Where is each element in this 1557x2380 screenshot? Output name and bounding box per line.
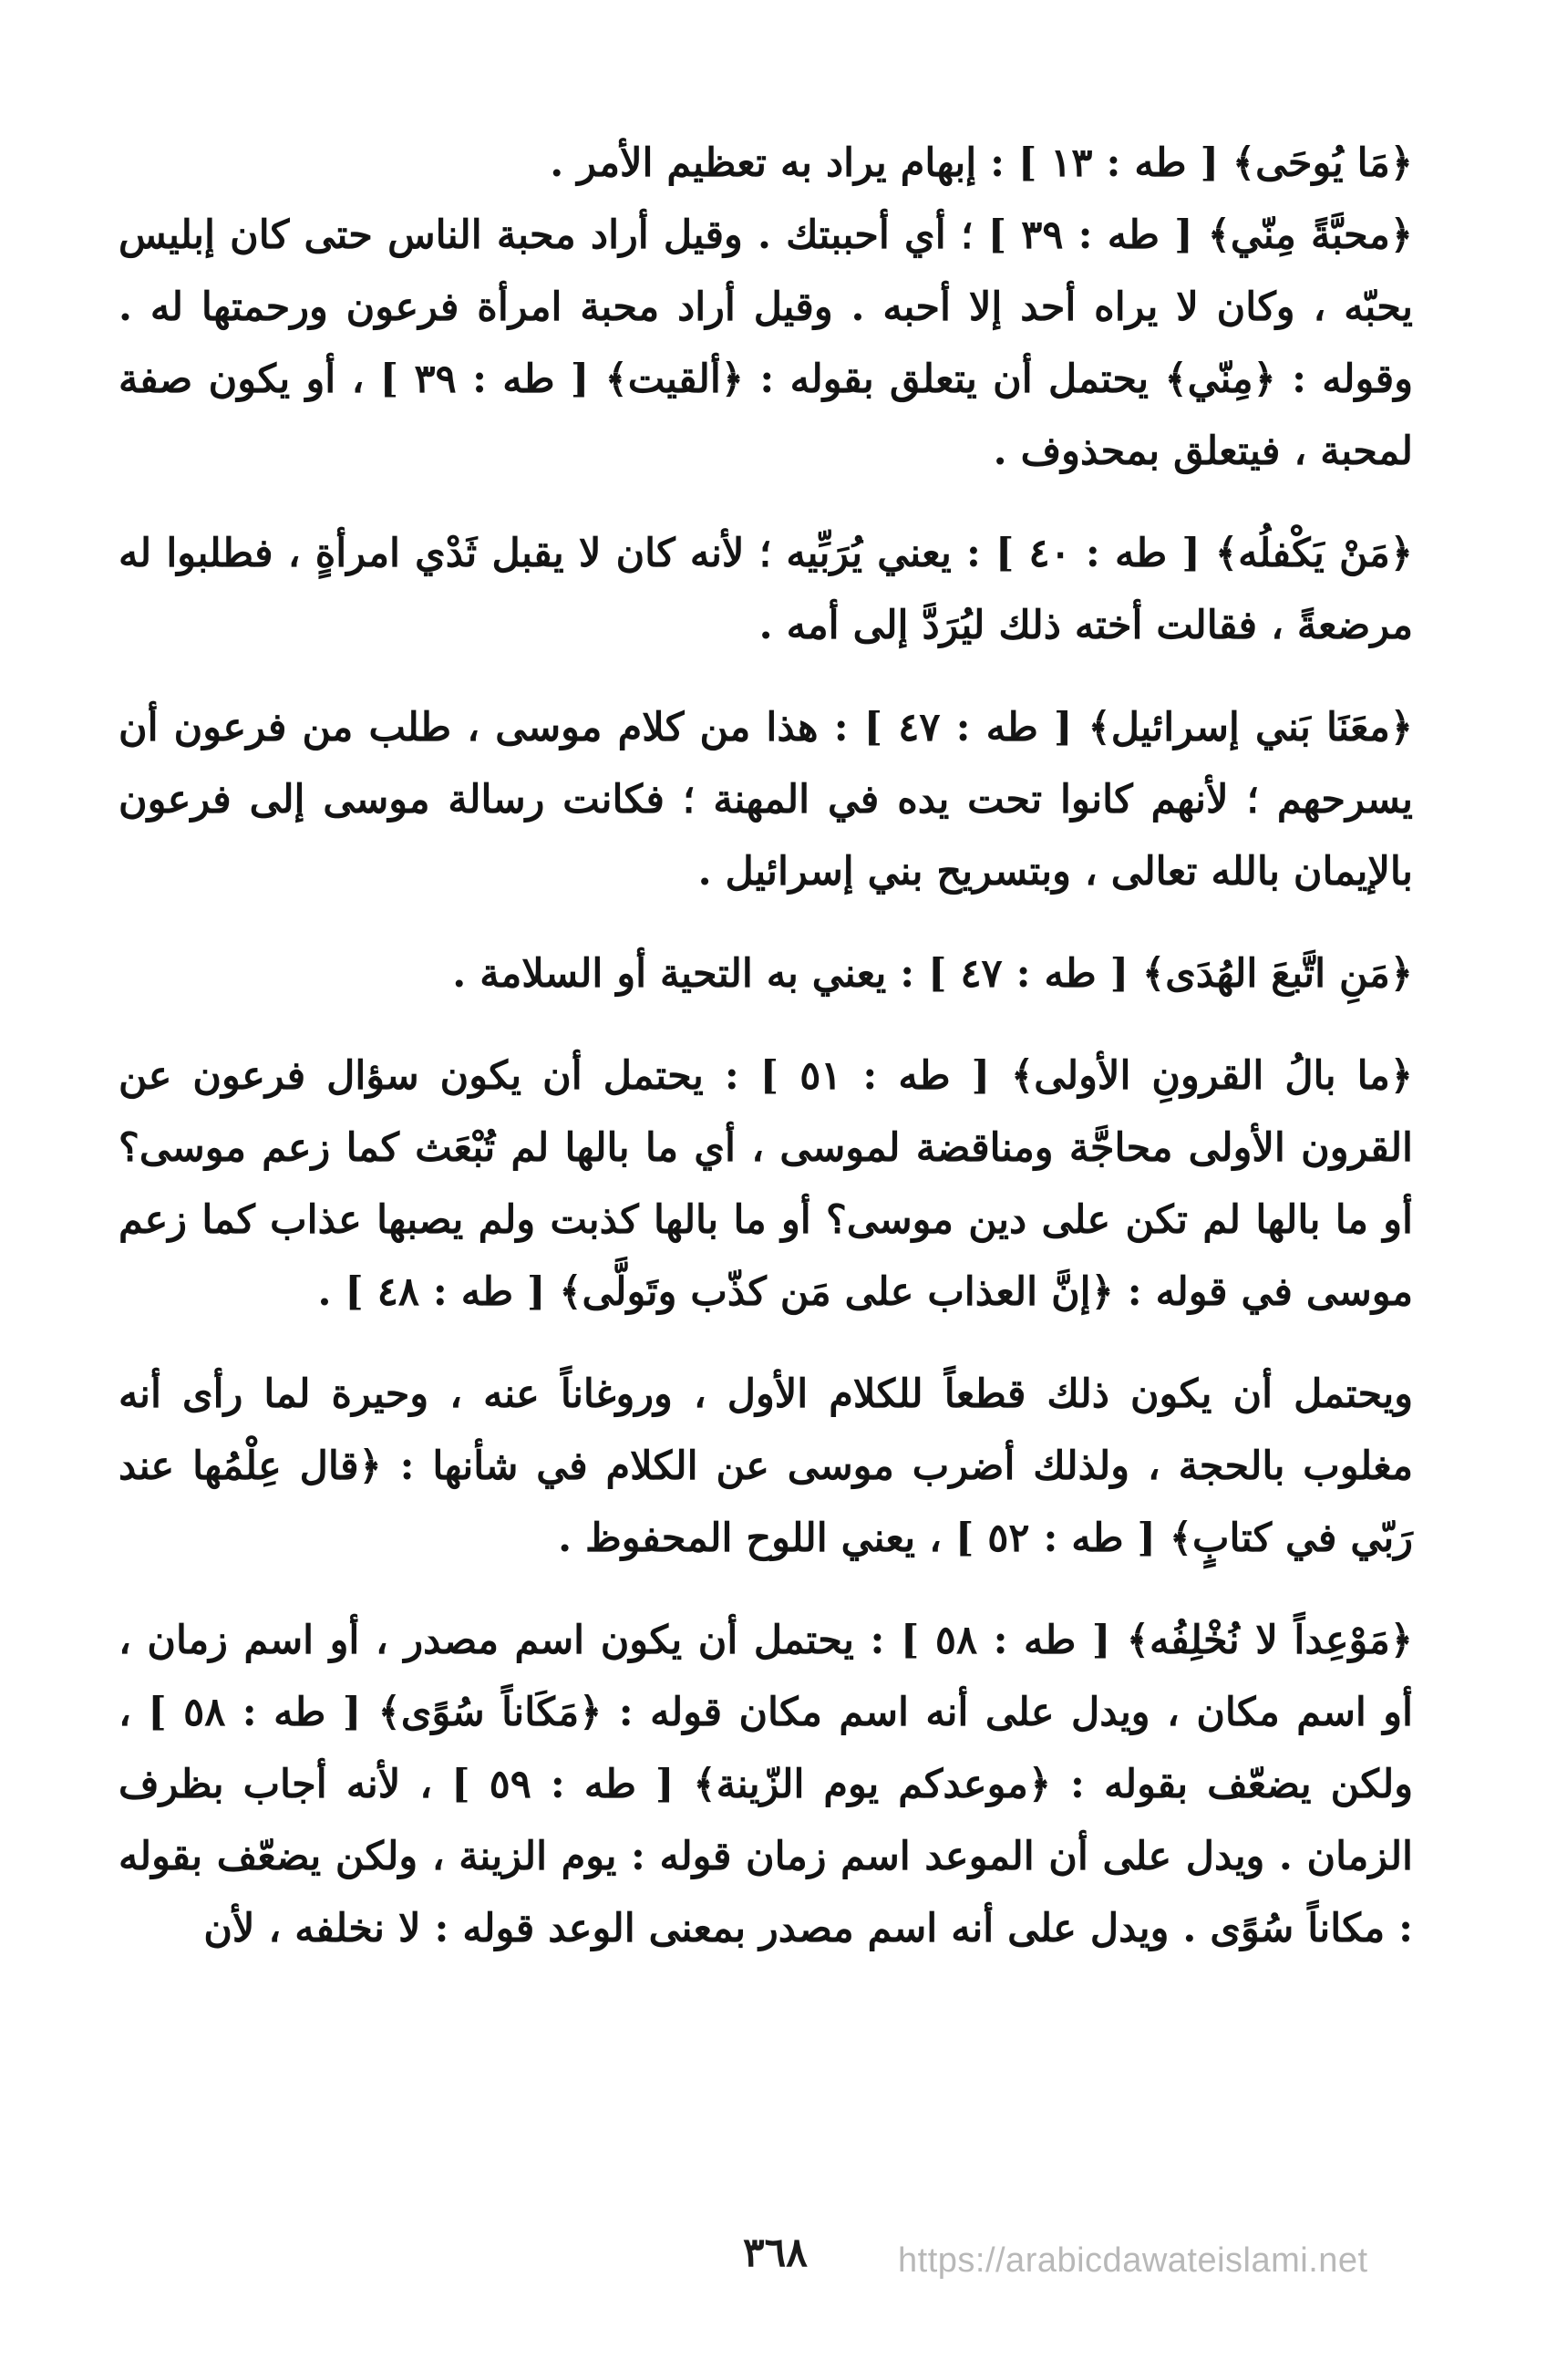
paragraph-ma-balu-alquroon: ﴿ما بالُ القرونِ الأولى﴾ [ طه : ٥١ ] : يحتمل أن يكون سؤال فرعون عن القرون الأولى محاجَّة ومناقضة لموسى ، أي ما بالها لم تُبْعَث كما زعم موسى؟ أو ما بالها لم تكن على دين موسى؟ أو ما بالها كذبت ولم يصبها عذاب كما زعم موسى في قوله : ﴿إنَّ العذاب على مَن كذّب وتَولَّى﴾ [ طه : ٤٨ ] . xyxy=(119,1053,1413,1315)
paragraph-maana-bani-israil: ﴿معَنَا بَني إسرائيل﴾ [ طه : ٤٧ ] : هذا من كلام موسى ، طلب من فرعون أن يسرحهم ؛ لأنهم كانوا تحت يده في المهنة ؛ فكانت رسالة موسى إلى فرعون بالإيمان بالله تعالى ، وبتسريح بني إسرائيل . xyxy=(119,705,1413,895)
page-number: ٣٦٨ xyxy=(743,2230,808,2276)
paragraph-wa-yahtamil: ويحتمل أن يكون ذلك قطعاً للكلام الأول ، وروغاناً عنه ، وحيرة لما رأى أنه مغلوب بالحجة ، ولذلك أضرب موسى عن الكلام في شأنها : ﴿قال عِلْمُها عند رَبّي في كتابٍ﴾ [ طه : ٥٢ ] ، يعني اللوح المحفوظ . xyxy=(119,1371,1413,1561)
paragraph-man-yakfuluh: ﴿مَنْ يَكْفلُه﴾ [ طه : ٤٠ ] : يعني يُرَبِّيه ؛ لأنه كان لا يقبل ثَدْي امرأةٍ ، فطلبوا له مرضعةً ، فقالت أخته ذلك ليُرَدَّ إلى أمه . xyxy=(119,531,1413,648)
page-body xyxy=(119,128,1413,1965)
paragraph-ma-yuha: ﴿مَا يُوحَى﴾ [ طه : ١٣ ] : إبهام يراد به تعظيم الأمر . xyxy=(550,140,1413,186)
paragraph-mawidan-la-nukhlifuh: ﴿مَوْعِداً لا نُخْلِفُه﴾ [ طه : ٥٨ ] : يحتمل أن يكون اسم مصدر ، أو اسم زمان ، أو اسم مكان ، ويدل على أنه اسم مكان قوله : ﴿مَكَاناً سُوًى﴾ [ طه : ٥٨ ] ، ولكن يضعّف بقوله : ﴿موعدكم يوم الزّينة﴾ [ طه : ٥٩ ] ، لأنه أجاب بظرف الزمان . ويدل على أن الموعد اسم زمان قوله : يوم الزينة ، ولكن يضعّف بقوله : مكاناً سُوًى . ويدل على أنه اسم مصدر بمعنى الوعد قوله : لا نخلفه ، لأن xyxy=(119,1618,1414,1951)
paragraph-mahabbatan-minni: ﴿محبَّةً مِنّي﴾ [ طه : ٣٩ ] ؛ أي أحببتك . وقيل أراد محبة الناس حتى كان إبليس يحبّه ، وكان لا يراه أحد إلا أحبه . وقيل أراد محبة امرأة فرعون ورحمتها له . وقوله : ﴿مِنّي﴾ يحتمل أن يتعلق بقوله : ﴿ألقيت﴾ [ طه : ٣٩ ] ، أو يكون صفة لمحبة ، فيتعلق بمحذوف . xyxy=(119,212,1413,474)
paragraph-man-ittaba-alhuda: ﴿مَنِ اتَّبعَ الهُدَى﴾ [ طه : ٤٧ ] : يعني به التحية أو السلامة . xyxy=(452,951,1413,997)
watermark-url: https://arabicdawateislami.net xyxy=(898,2241,1368,2280)
